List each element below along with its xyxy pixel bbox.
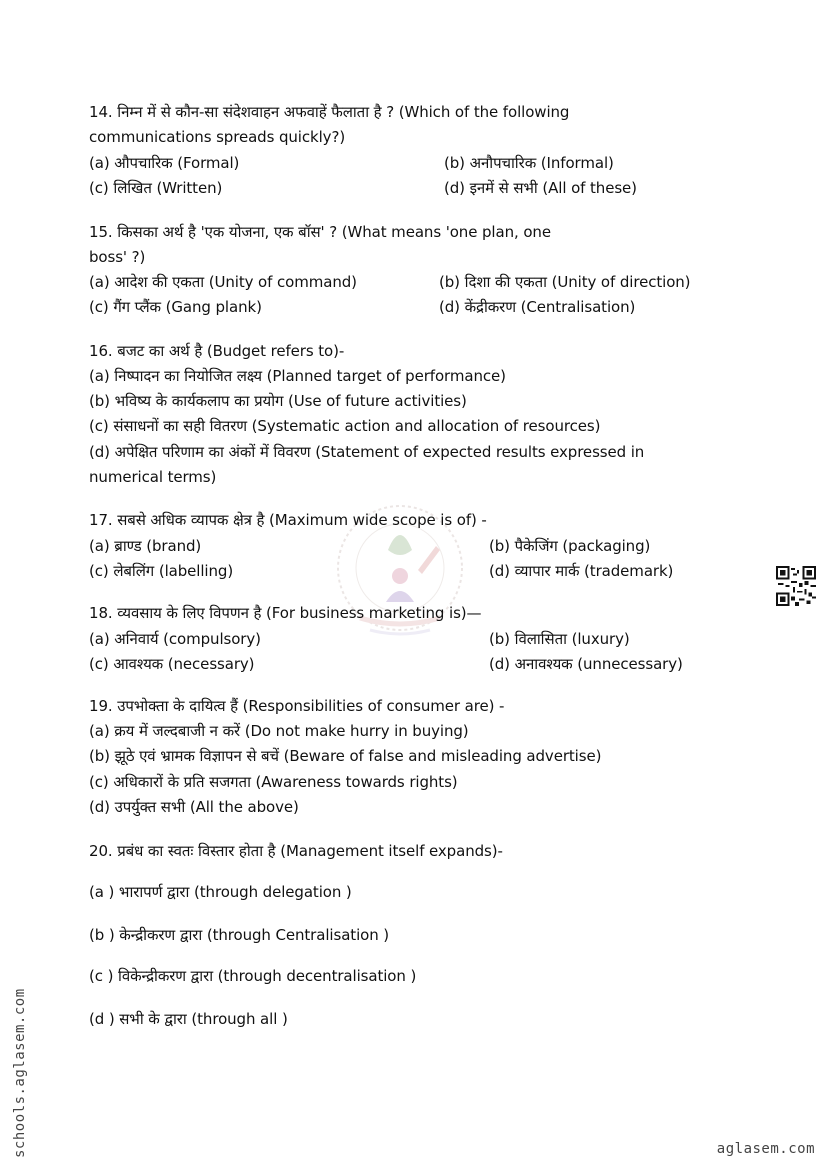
q19-stem: 19. उपभोक्ता के दायित्व हैं (Responsibilities of consumer are) -	[89, 697, 505, 715]
q16-option-b: (b) भविष्य के कार्यकलाप का प्रयोग (Use of future activities)	[89, 392, 467, 410]
q17-stem: 17. सबसे अधिक व्यापक क्षेत्र है (Maximum wide scope is of) -	[89, 511, 487, 529]
q17-option-a: (a) ब्राण्ड (brand)	[89, 537, 202, 555]
q15-stem-cont: boss' ?)	[89, 248, 146, 266]
q15-option-c: (c) गैंग प्लैंक (Gang plank)	[89, 298, 262, 316]
q17-option-b: (b) पैकेजिंग (packaging)	[489, 537, 651, 555]
q20-option-a: (a ) भारापर्ण द्वारा (through delegation )	[89, 883, 352, 901]
q15-option-a: (a) आदेश की एकता (Unity of command)	[89, 273, 357, 291]
q17-option-c: (c) लेबलिंग (labelling)	[89, 562, 234, 580]
footer-url[interactable]: aglasem.com	[716, 1141, 815, 1157]
q20-option-d: (d ) सभी के द्वारा (through all )	[89, 1010, 288, 1028]
q18-option-a: (a) अनिवार्य (compulsory)	[89, 630, 261, 648]
q15-option-b: (b) दिशा की एकता (Unity of direction)	[439, 273, 691, 291]
q16-option-c: (c) संसाधनों का सही वितरण (Systematic action and allocation of resources)	[89, 417, 601, 435]
q18-stem: 18. व्यवसाय के लिए विपणन है (For business marketing is)—	[89, 604, 482, 622]
q19-option-b: (b) झूठे एवं भ्रामक विज्ञापन से बचें (Beware of false and misleading advertise)	[89, 747, 602, 765]
q16-stem: 16. बजट का अर्थ है (Budget refers to)-	[89, 342, 345, 360]
q18-option-d: (d) अनावश्यक (unnecessary)	[489, 655, 683, 673]
qr-code-icon[interactable]	[776, 566, 816, 606]
q19-option-c: (c) अधिकारों के प्रति सजगता (Awareness towards rights)	[89, 773, 458, 791]
q15-option-d: (d) केंद्रीकरण (Centralisation)	[439, 298, 636, 316]
q19-option-a: (a) क्रय में जल्दबाजी न करें (Do not make hurry in buying)	[89, 722, 469, 740]
q19-option-d: (d) उपर्युक्त सभी (All the above)	[89, 798, 299, 816]
q20-option-b: (b ) केन्द्रीकरण द्वारा (through Centralisation )	[89, 926, 390, 944]
q20-option-c: (c ) विकेन्द्रीकरण द्वारा (through decentralisation )	[89, 967, 417, 985]
q18-option-b: (b) विलासिता (luxury)	[489, 630, 630, 648]
q17-option-d: (d) व्यापार मार्क (trademark)	[489, 562, 674, 580]
q20-stem: 20. प्रबंध का स्वतः विस्तार होता है (Management itself expands)-	[89, 842, 503, 860]
q15-stem: 15. किसका अर्थ है 'एक योजना, एक बॉस' ? (What means 'one plan, one	[89, 223, 551, 241]
q16-option-d: (d) अपेक्षित परिणाम का अंकों में विवरण (Statement of expected results expressed in	[89, 443, 645, 461]
side-url[interactable]: schools.aglasem.com	[12, 988, 28, 1158]
q16-option-d-cont: numerical terms)	[89, 468, 217, 486]
q18-option-c: (c) आवश्यक (necessary)	[89, 655, 255, 673]
q14-stem: 14. निम्न में से कौन-सा संदेशवाहन अफवाहें फैलाता है ? (Which of the following	[89, 103, 570, 121]
q14-option-d: (d) इनमें से सभी (All of these)	[444, 179, 637, 197]
q14-option-a: (a) औपचारिक (Formal)	[89, 154, 240, 172]
q14-option-b: (b) अनौपचारिक (Informal)	[444, 154, 614, 172]
q14-stem-cont: communications spreads quickly?)	[89, 128, 346, 146]
q16-option-a: (a) निष्पादन का नियोजित लक्ष्य (Planned target of performance)	[89, 367, 506, 385]
q14-option-c: (c) लिखित (Written)	[89, 179, 223, 197]
